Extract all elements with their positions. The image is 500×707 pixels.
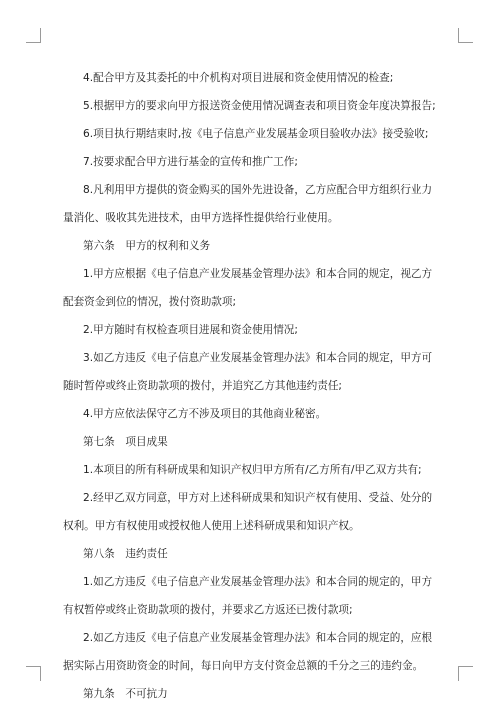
article-heading: 第九条 不可抗力 [83,688,168,700]
clause-item: 1.如乙方违反《电子信息产业发展基金管理办法》和本合同的规定的，甲方有权暂停或终止资助款项的拨付，并要求乙方返还已拨付款项; [63,576,433,616]
clause-item: 2.如乙方违反《电子信息产业发展基金管理办法》和本合同的规定的，应根据实际占用资助资金的时间，每日向甲方支付资金总额的千分之三的违约金。 [63,632,433,672]
crop-mark-bottom-left [26,666,41,681]
article-heading: 第八条 违约责任 [83,548,168,560]
clause-item: 2.经甲乙双方同意，甲方对上述科研成果和知识产权有使用、受益、处分的权利。甲方有权使用或授权他人使用上述科研成果和知识产权。 [63,492,433,532]
clause-item: 5.根据甲方的要求向甲方报送资金使用情况调查表和项目资金年度决算报告; [83,100,436,112]
crop-mark-bottom-right [458,666,473,681]
clause-item: 3.如乙方违反《电子信息产业发展基金管理办法》和本合同的规定，甲方可随时暂停或终止资助款项的拨付，并追究乙方其他违约责任; [63,352,433,392]
clause-item: 1.甲方应根据《电子信息产业发展基金管理办法》和本合同的规定，视乙方配套资金到位的情况，拨付资助款项; [63,268,433,308]
clause-item: 7.按要求配合甲方进行基金的宣传和推广工作; [83,156,298,168]
clause-item: 4.甲方应依法保守乙方不涉及项目的其他商业秘密。 [83,408,327,420]
crop-mark-top-right [458,28,473,43]
article-heading: 第六条 甲方的权利和义务 [83,240,211,252]
crop-mark-top-left [26,28,41,43]
clause-item: 8.凡利用甲方提供的资金购买的国外先进设备，乙方应配合甲方组织行业力量消化、吸收其先进技术，由甲方选择性提供给行业使用。 [63,184,433,224]
clause-item: 2.甲方随时有权检查项目进展和资金使用情况; [83,324,298,336]
clause-item: 6.项目执行期结束时,按《电子信息产业发展基金项目验收办法》接受验收; [83,128,429,140]
clause-item: 1.本项目的所有科研成果和知识产权归甲方所有/乙方所有/甲乙双方共有; [83,464,422,476]
article-heading: 第七条 项目成果 [83,436,168,448]
clause-item: 4.配合甲方及其委托的中介机构对项目进展和资金使用情况的检查; [83,72,394,84]
document-body [63,64,441,707]
